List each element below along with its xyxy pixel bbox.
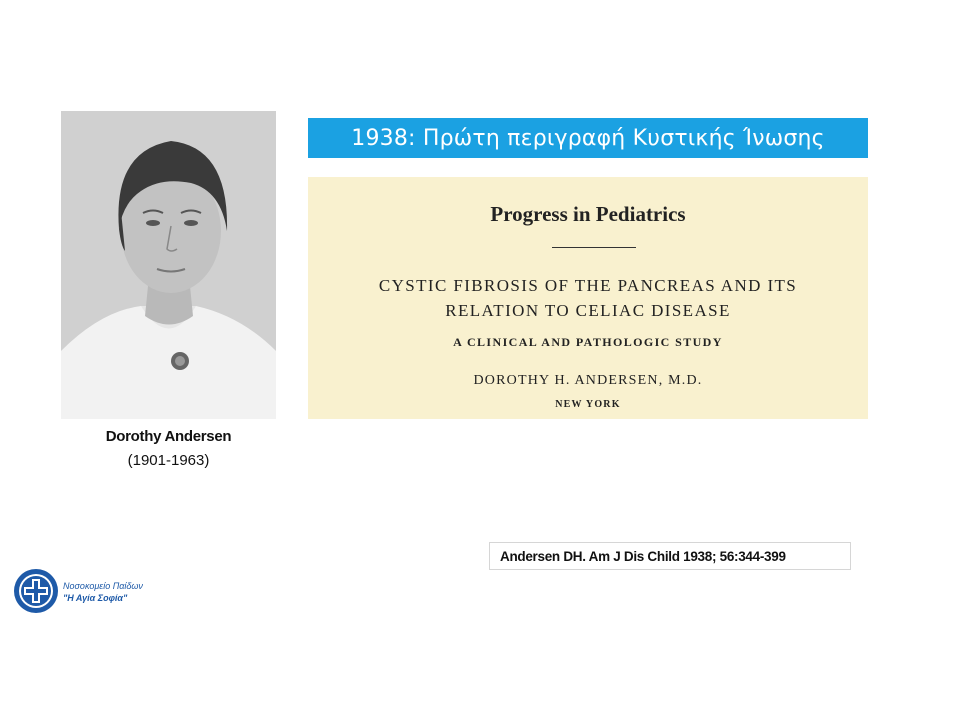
article-author: DOROTHY H. ANDERSEN, M.D.	[473, 373, 703, 388]
slide-title: 1938: Πρώτη περιγραφή Κυστικής Ίνωσης	[308, 118, 868, 158]
article-header-image	[308, 177, 868, 419]
divider	[552, 247, 636, 248]
hospital-name-line2: "Η Αγία Σοφία"	[63, 593, 128, 603]
person-years: (1901-1963)	[127, 452, 210, 469]
article-title	[328, 273, 848, 323]
portrait-photo	[61, 111, 276, 419]
hospital-name-line1: Νοσοκομείο Παίδων	[63, 581, 143, 591]
journal-section: Progress in Pediatrics	[490, 202, 686, 226]
portrait-illustration	[61, 111, 276, 419]
hospital-cross-logo-icon	[13, 568, 59, 614]
article-subtitle: A CLINICAL AND PATHOLOGIC STUDY	[453, 335, 723, 349]
person-name: Dorothy Andersen	[105, 428, 232, 445]
citation: Andersen DH. Am J Dis Child 1938; 56:344-399	[489, 542, 851, 570]
article-title-line2: RELATION TO CELIAC DISEASE	[445, 301, 731, 320]
article-title-line1: CYSTIC FIBROSIS OF THE PANCREAS AND ITS	[378, 276, 798, 295]
article-place: NEW YORK	[555, 399, 621, 410]
